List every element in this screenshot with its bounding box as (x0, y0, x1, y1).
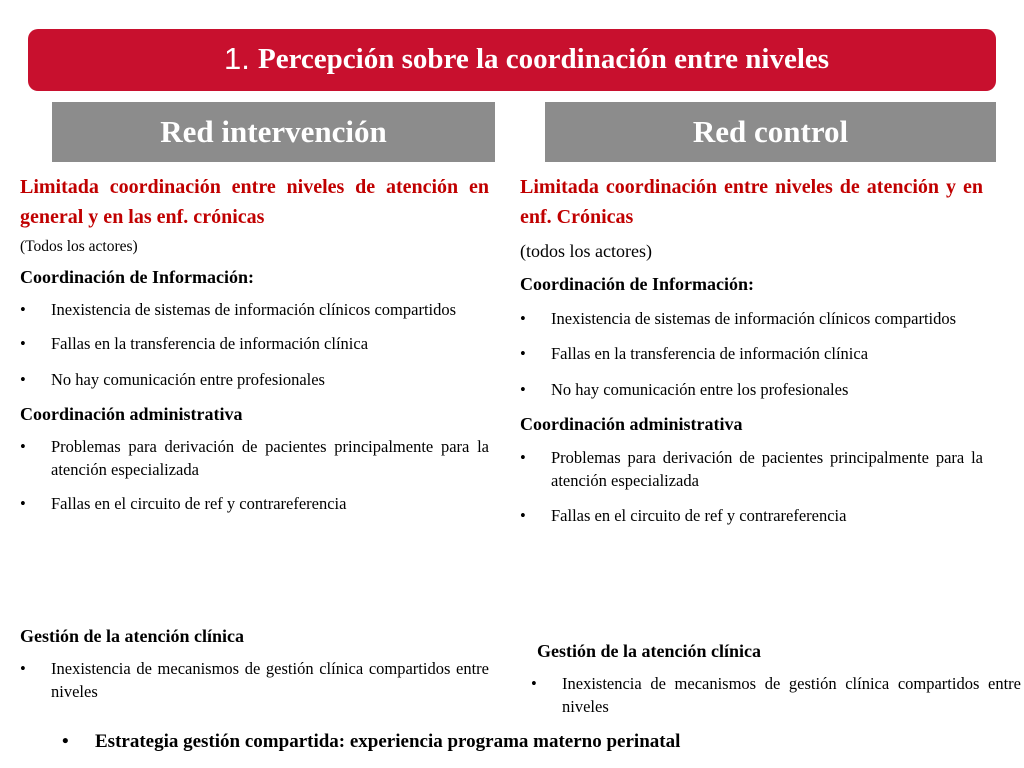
footer-strategy-text: Estrategia gestión compartida: experiencia programa materno perinatal (95, 731, 681, 752)
column-red-intervencion (20, 172, 489, 515)
column-red-intervencion-gestion (20, 626, 489, 703)
bullet-icon: • (520, 506, 526, 525)
section-title-informacion: Coordinación de Información: (520, 274, 754, 294)
list-informacion (20, 298, 489, 391)
actors-note: (Todos los actores) (20, 238, 138, 255)
list-item: • Inexistencia de sistemas de información clínicos compartidos (20, 300, 457, 319)
section-title-gestion: Gestión de la atención clínica (537, 641, 761, 661)
bullet-icon: • (20, 494, 26, 513)
bullet-icon: • (20, 437, 26, 456)
bullet-icon: • (520, 380, 526, 399)
list-item: • Inexistencia de mecanismos de gestión clínica compartidos entre niveles (531, 674, 1021, 716)
column-red-control-gestion (531, 641, 1021, 718)
header-red-control: Red control (545, 102, 996, 162)
title-banner (28, 29, 996, 91)
list-item: • Problemas para derivación de pacientes principalmente para la atención especializada (520, 448, 983, 490)
bullet-icon: • (20, 300, 26, 319)
bullet-icon: • (520, 309, 526, 328)
list-gestion (20, 657, 489, 703)
bullet-icon: • (520, 344, 526, 363)
list-item: • Fallas en la transferencia de información clínica (20, 334, 369, 353)
list-item: • Problemas para derivación de pacientes principalmente para la atención especializada (20, 437, 489, 479)
lead-statement: Limitada coordinación entre niveles de atención y en enf. Crónicas (520, 176, 983, 228)
list-item: • No hay comunicación entre profesionales (20, 370, 325, 389)
title-number: 1. (224, 41, 250, 76)
list-administrativa (20, 435, 489, 515)
list-item: • Fallas en el circuito de ref y contrareferencia (520, 506, 847, 525)
column-red-control (520, 172, 983, 527)
list-item: • No hay comunicación entre los profesionales (520, 380, 849, 399)
bullet-icon: • (20, 334, 26, 353)
list-administrativa (520, 446, 983, 527)
section-title-gestion: Gestión de la atención clínica (20, 626, 244, 646)
bullet-icon: • (520, 448, 526, 467)
header-red-intervencion: Red intervención (52, 102, 495, 162)
list-gestion (531, 672, 1021, 718)
actors-note: (todos los actores) (520, 241, 652, 261)
section-title-administrativa: Coordinación administrativa (520, 414, 743, 434)
section-title-administrativa: Coordinación administrativa (20, 404, 243, 424)
list-item: • Fallas en el circuito de ref y contrareferencia (20, 494, 347, 513)
page-title: Percepción sobre la coordinación entre niveles (258, 43, 830, 75)
list-item: • Inexistencia de mecanismos de gestión clínica compartidos entre niveles (20, 659, 489, 701)
list-item: • Inexistencia de sistemas de información clínicos compartidos (520, 309, 957, 328)
list-item: • Fallas en la transferencia de información clínica (520, 344, 869, 363)
section-title-informacion: Coordinación de Información: (20, 267, 254, 287)
bullet-icon: • (62, 731, 69, 752)
bullet-icon: • (20, 659, 26, 678)
bullet-icon: • (20, 370, 26, 389)
lead-statement: Limitada coordinación entre niveles de atención en general y en las enf. crónicas (20, 176, 489, 228)
bullet-icon: • (531, 674, 537, 693)
list-informacion (520, 307, 983, 401)
